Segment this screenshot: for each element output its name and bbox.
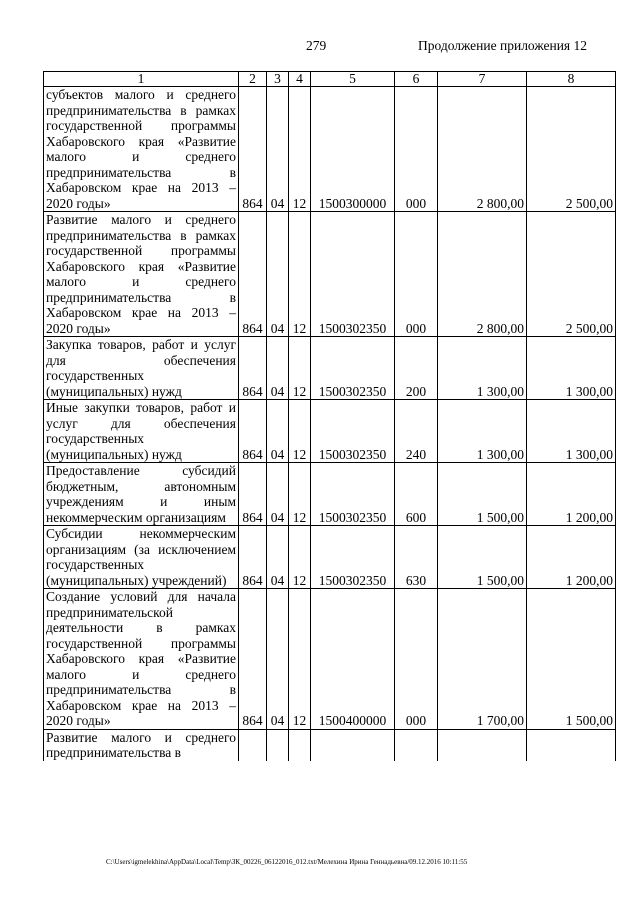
cell-ministry: 864 — [239, 526, 267, 589]
column-header: 5 — [311, 72, 395, 87]
cell-section: 04 — [267, 400, 289, 463]
column-header: 4 — [289, 72, 311, 87]
cell-ministry: 864 — [239, 337, 267, 400]
cell-amount-b: 2 500,00 — [527, 87, 616, 212]
cell-amount-b: 1 200,00 — [527, 526, 616, 589]
cell-target-article: 1500302350 — [311, 526, 395, 589]
cell-amount-b — [527, 729, 616, 761]
column-header: 3 — [267, 72, 289, 87]
row-name: субъектов малого и среднего предпринимательства в рамках государственной программы Хабаровского края «Развитие малого и среднего предпринимательства в Хабаровском крае на 2013 – 2020 годы» — [44, 87, 239, 212]
cell-section — [267, 729, 289, 761]
cell-subsection: 12 — [289, 526, 311, 589]
page-number: 279 — [306, 38, 327, 53]
cell-amount-a: 1 500,00 — [438, 526, 527, 589]
cell-expense-type: 000 — [395, 87, 438, 212]
cell-amount-a: 2 800,00 — [438, 87, 527, 212]
cell-section: 04 — [267, 337, 289, 400]
cell-amount-b: 1 300,00 — [527, 337, 616, 400]
cell-subsection — [289, 729, 311, 761]
row-name: Субсидии некоммерческим организациям (за исключением государственных (муниципальных) учреждений) — [44, 526, 239, 589]
row-name: Закупка товаров, работ и услуг для обеспечения государственных (муниципальных) нужд — [44, 337, 239, 400]
cell-target-article: 1500302350 — [311, 337, 395, 400]
cell-amount-b: 1 200,00 — [527, 463, 616, 526]
column-header: 7 — [438, 72, 527, 87]
cell-amount-a: 1 300,00 — [438, 337, 527, 400]
cell-section: 04 — [267, 589, 289, 730]
row-name: Предоставление субсидий бюджетным, автономным учреждениям и иным некоммерческим организациям — [44, 463, 239, 526]
cell-expense-type — [395, 729, 438, 761]
file-path-footer: C:\Users\igmelekhina\AppData\Local\Temp\ЗК_00226_06122016_012.txt/Мелехина Ирина Геннадьевна/09.12.2016 10:11:55 — [106, 858, 468, 866]
budget-table — [43, 71, 616, 761]
table-row — [44, 337, 616, 400]
table-row — [44, 729, 616, 761]
continuation-caption: Продолжение приложения 12 — [418, 38, 588, 53]
cell-amount-a: 1 500,00 — [438, 463, 527, 526]
cell-target-article: 1500302350 — [311, 212, 395, 337]
cell-section: 04 — [267, 212, 289, 337]
table-row — [44, 87, 616, 212]
cell-ministry: 864 — [239, 400, 267, 463]
cell-subsection: 12 — [289, 589, 311, 730]
table-row — [44, 212, 616, 337]
cell-target-article: 1500400000 — [311, 589, 395, 730]
cell-target-article: 1500300000 — [311, 87, 395, 212]
cell-amount-a: 2 800,00 — [438, 212, 527, 337]
table-row — [44, 589, 616, 730]
cell-expense-type: 200 — [395, 337, 438, 400]
row-name: Создание условий для начала предпринимательской деятельности в рамках государственной программы Хабаровского края «Развитие малого и среднего предпринимательства в Хабаровском крае на 2013 – 2020 годы» — [44, 589, 239, 730]
cell-expense-type: 000 — [395, 212, 438, 337]
cell-ministry: 864 — [239, 463, 267, 526]
cell-subsection: 12 — [289, 463, 311, 526]
cell-expense-type: 600 — [395, 463, 438, 526]
column-header: 6 — [395, 72, 438, 87]
cell-subsection: 12 — [289, 87, 311, 212]
row-name: Развитие малого и среднего предпринимательства в — [44, 729, 239, 761]
table-row — [44, 526, 616, 589]
column-header: 1 — [44, 72, 239, 87]
cell-amount-a — [438, 729, 527, 761]
row-name: Иные закупки товаров, работ и услуг для обеспечения государственных (муниципальных) нужд — [44, 400, 239, 463]
cell-subsection: 12 — [289, 400, 311, 463]
cell-expense-type: 000 — [395, 589, 438, 730]
row-name: Развитие малого и среднего предпринимательства в рамках государственной программы Хабаровского края «Развитие малого и среднего предпринимательства в Хабаровском крае на 2013 – 2020 годы» — [44, 212, 239, 337]
cell-section: 04 — [267, 463, 289, 526]
table-row — [44, 400, 616, 463]
cell-ministry: 864 — [239, 87, 267, 212]
cell-target-article — [311, 729, 395, 761]
cell-ministry — [239, 729, 267, 761]
cell-section: 04 — [267, 526, 289, 589]
column-header: 2 — [239, 72, 267, 87]
cell-ministry: 864 — [239, 212, 267, 337]
cell-target-article: 1500302350 — [311, 463, 395, 526]
cell-amount-b: 1 500,00 — [527, 589, 616, 730]
cell-amount-a: 1 700,00 — [438, 589, 527, 730]
cell-subsection: 12 — [289, 212, 311, 337]
cell-amount-a: 1 300,00 — [438, 400, 527, 463]
cell-ministry: 864 — [239, 589, 267, 730]
cell-section: 04 — [267, 87, 289, 212]
cell-amount-b: 1 300,00 — [527, 400, 616, 463]
cell-target-article: 1500302350 — [311, 400, 395, 463]
cell-expense-type: 630 — [395, 526, 438, 589]
cell-expense-type: 240 — [395, 400, 438, 463]
column-header: 8 — [527, 72, 616, 87]
table-header-row — [44, 72, 616, 87]
cell-amount-b: 2 500,00 — [527, 212, 616, 337]
cell-subsection: 12 — [289, 337, 311, 400]
table-row — [44, 463, 616, 526]
